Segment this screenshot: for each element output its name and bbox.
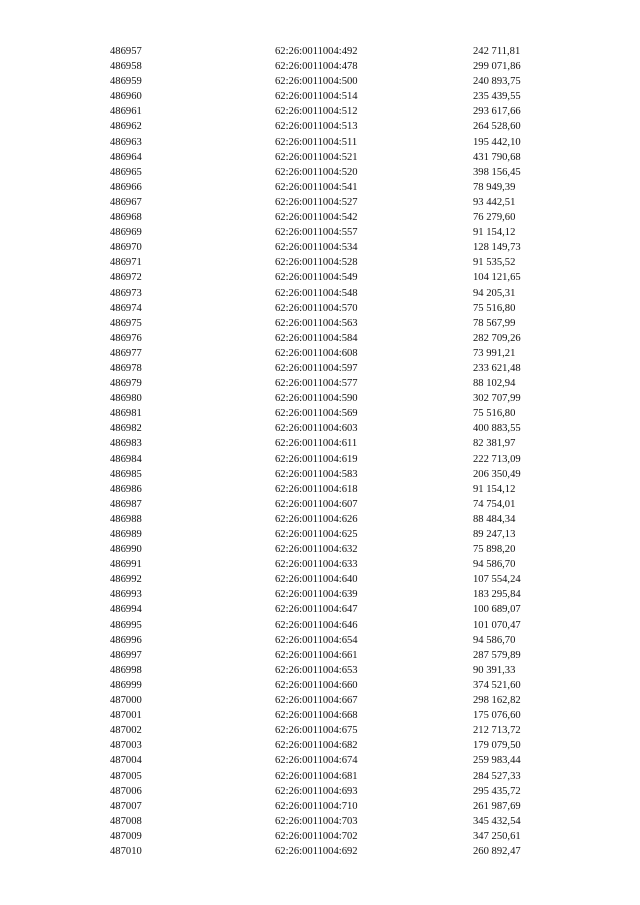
table-row: [110, 467, 530, 482]
table-row: [110, 104, 530, 119]
table-row: [110, 557, 530, 572]
cadastral-value-cell: 299 071,86: [473, 61, 521, 73]
cadastral-number-cell: 62:26:0011004:513: [275, 121, 358, 133]
table-row: [110, 270, 530, 285]
cadastral-number-cell: 62:26:0011004:703: [275, 815, 358, 827]
cadastral-value-table: [110, 44, 530, 859]
cadastral-value-cell: 89 247,13: [473, 529, 516, 540]
row-number-cell: 486987: [110, 498, 142, 510]
row-number-cell: 486999: [110, 679, 142, 691]
cadastral-number-cell: 62:26:0011004:570: [275, 302, 358, 314]
cadastral-value-cell: 295 435,72: [473, 785, 521, 797]
cadastral-value-cell: 235 439,55: [473, 91, 521, 103]
cadastral-number-cell: 62:26:0011004:611: [275, 438, 358, 450]
table-row: [110, 225, 530, 240]
table-row: [110, 210, 530, 225]
row-number-cell: 486976: [110, 332, 142, 344]
row-number-cell: 486971: [110, 257, 142, 269]
table-row: [110, 799, 530, 814]
cadastral-value-cell: 101 070,47: [473, 619, 521, 631]
row-number-cell: 486990: [110, 544, 142, 556]
table-row: [110, 663, 530, 678]
cadastral-number-cell: 62:26:0011004:557: [275, 227, 358, 239]
cadastral-value-cell: 282 709,26: [473, 332, 521, 344]
row-number-cell: 487004: [110, 755, 142, 767]
row-number-cell: 486970: [110, 242, 142, 254]
table-row: [110, 301, 530, 316]
table-row: [110, 587, 530, 602]
row-number-cell: 486966: [110, 181, 142, 193]
table-row: [110, 618, 530, 633]
cadastral-number-cell: 62:26:0011004:674: [275, 755, 358, 767]
cadastral-number-cell: 62:26:0011004:607: [275, 498, 358, 510]
cadastral-number-cell: 62:26:0011004:548: [275, 287, 358, 299]
cadastral-value-cell: 222 713,09: [473, 453, 521, 465]
table-row: [110, 240, 530, 255]
cadastral-number-cell: 62:26:0011004:618: [275, 483, 358, 495]
row-number-cell: 486996: [110, 634, 142, 646]
cadastral-value-cell: 179 079,50: [473, 740, 521, 752]
cadastral-number-cell: 62:26:0011004:639: [275, 589, 358, 601]
cadastral-value-cell: 183 295,84: [473, 589, 521, 601]
cadastral-value-cell: 374 521,60: [473, 679, 521, 691]
table-row: [110, 346, 530, 361]
row-number-cell: 486982: [110, 423, 142, 435]
cadastral-number-cell: 62:26:0011004:667: [275, 695, 358, 707]
table-row: [110, 844, 530, 859]
cadastral-number-cell: 62:26:0011004:654: [275, 634, 358, 646]
cadastral-value-cell: 74 754,01: [473, 498, 516, 510]
cadastral-value-cell: 195 442,10: [473, 136, 521, 148]
table-row: [110, 814, 530, 829]
cadastral-value-cell: 94 205,31: [473, 287, 516, 299]
table-row: [110, 44, 530, 59]
row-number-cell: 486958: [110, 61, 142, 73]
cadastral-value-cell: 91 154,12: [473, 483, 516, 495]
cadastral-number-cell: 62:26:0011004:492: [275, 46, 358, 57]
row-number-cell: 487010: [110, 845, 142, 857]
table-row: [110, 316, 530, 331]
row-number-cell: 487009: [110, 830, 142, 842]
cadastral-number-cell: 62:26:0011004:681: [275, 770, 358, 782]
row-number-cell: 486960: [110, 91, 142, 103]
row-number-cell: 486986: [110, 483, 142, 495]
row-number-cell: 486995: [110, 619, 142, 631]
cadastral-number-cell: 62:26:0011004:603: [275, 423, 358, 435]
table-row: [110, 542, 530, 557]
cadastral-value-cell: 94 586,70: [473, 634, 516, 646]
cadastral-value-cell: 260 892,47: [473, 845, 521, 857]
cadastral-value-cell: 75 516,80: [473, 302, 516, 314]
table-row: [110, 769, 530, 784]
table-row: [110, 406, 530, 421]
row-number-cell: 487007: [110, 800, 142, 812]
table-row: [110, 602, 530, 617]
cadastral-number-cell: 62:26:0011004:512: [275, 106, 358, 118]
cadastral-number-cell: 62:26:0011004:626: [275, 513, 358, 525]
row-number-cell: 486979: [110, 378, 142, 390]
cadastral-value-cell: 302 707,99: [473, 393, 521, 405]
cadastral-number-cell: 62:26:0011004:577: [275, 378, 358, 390]
cadastral-value-cell: 298 162,82: [473, 695, 521, 707]
row-number-cell: 486957: [110, 46, 142, 57]
cadastral-number-cell: 62:26:0011004:563: [275, 317, 358, 329]
cadastral-number-cell: 62:26:0011004:693: [275, 785, 358, 797]
cadastral-number-cell: 62:26:0011004:647: [275, 604, 358, 616]
cadastral-value-cell: 91 535,52: [473, 257, 516, 269]
cadastral-value-cell: 88 484,34: [473, 513, 516, 525]
table-row: [110, 512, 530, 527]
cadastral-value-cell: 78 567,99: [473, 317, 516, 329]
cadastral-number-cell: 62:26:0011004:668: [275, 710, 358, 722]
table-row: [110, 331, 530, 346]
table-row: [110, 527, 530, 542]
cadastral-value-cell: 128 149,73: [473, 242, 521, 254]
table-row: [110, 119, 530, 134]
cadastral-value-cell: 347 250,61: [473, 830, 521, 842]
row-number-cell: 487002: [110, 725, 142, 737]
cadastral-number-cell: 62:26:0011004:527: [275, 196, 358, 208]
row-number-cell: 486975: [110, 317, 142, 329]
cadastral-number-cell: 62:26:0011004:675: [275, 725, 358, 737]
cadastral-value-cell: 240 893,75: [473, 76, 521, 88]
cadastral-number-cell: 62:26:0011004:514: [275, 91, 358, 103]
row-number-cell: 486962: [110, 121, 142, 133]
table-row: [110, 678, 530, 693]
cadastral-number-cell: 62:26:0011004:478: [275, 61, 358, 73]
cadastral-number-cell: 62:26:0011004:660: [275, 679, 358, 691]
cadastral-number-cell: 62:26:0011004:541: [275, 181, 358, 193]
row-number-cell: 486977: [110, 347, 142, 359]
table-row: [110, 723, 530, 738]
table-row: [110, 361, 530, 376]
cadastral-value-cell: 261 987,69: [473, 800, 521, 812]
cadastral-number-cell: 62:26:0011004:590: [275, 393, 358, 405]
cadastral-number-cell: 62:26:0011004:633: [275, 559, 358, 571]
row-number-cell: 486992: [110, 574, 142, 586]
cadastral-number-cell: 62:26:0011004:632: [275, 544, 358, 556]
row-number-cell: 487000: [110, 695, 142, 707]
cadastral-value-cell: 233 621,48: [473, 362, 521, 374]
table-row: [110, 738, 530, 753]
cadastral-number-cell: 62:26:0011004:549: [275, 272, 358, 284]
cadastral-value-cell: 284 527,33: [473, 770, 521, 782]
row-number-cell: 486963: [110, 136, 142, 148]
cadastral-number-cell: 62:26:0011004:597: [275, 362, 358, 374]
cadastral-value-cell: 431 790,68: [473, 151, 521, 163]
row-number-cell: 486997: [110, 649, 142, 661]
cadastral-value-cell: 345 432,54: [473, 815, 521, 827]
table-row: [110, 497, 530, 512]
row-number-cell: 486983: [110, 438, 142, 450]
table-row: [110, 693, 530, 708]
row-number-cell: 486985: [110, 468, 142, 480]
table-row: [110, 633, 530, 648]
cadastral-value-cell: 398 156,45: [473, 166, 521, 178]
cadastral-value-cell: 82 381,97: [473, 438, 516, 450]
row-number-cell: 486989: [110, 529, 142, 540]
row-number-cell: 486964: [110, 151, 142, 163]
cadastral-number-cell: 62:26:0011004:692: [275, 845, 358, 857]
cadastral-number-cell: 62:26:0011004:583: [275, 468, 358, 480]
cadastral-number-cell: 62:26:0011004:520: [275, 166, 358, 178]
cadastral-number-cell: 62:26:0011004:702: [275, 830, 358, 842]
cadastral-number-cell: 62:26:0011004:534: [275, 242, 358, 254]
cadastral-value-cell: 212 713,72: [473, 725, 521, 737]
table-row: [110, 784, 530, 799]
cadastral-value-cell: 175 076,60: [473, 710, 521, 722]
table-row: [110, 436, 530, 451]
row-number-cell: 486967: [110, 196, 142, 208]
cadastral-number-cell: 62:26:0011004:640: [275, 574, 358, 586]
row-number-cell: 486973: [110, 287, 142, 299]
table-row: [110, 482, 530, 497]
table-row: [110, 135, 530, 150]
row-number-cell: 487006: [110, 785, 142, 797]
cadastral-value-cell: 94 586,70: [473, 559, 516, 571]
table-row: [110, 391, 530, 406]
row-number-cell: 486998: [110, 664, 142, 676]
table-row: [110, 150, 530, 165]
cadastral-value-cell: 88 102,94: [473, 378, 516, 390]
row-number-cell: 487001: [110, 710, 142, 722]
cadastral-number-cell: 62:26:0011004:521: [275, 151, 358, 163]
row-number-cell: 486980: [110, 393, 142, 405]
cadastral-value-cell: 73 991,21: [473, 347, 516, 359]
cadastral-value-cell: 242 711,81: [473, 46, 521, 57]
table-row: [110, 376, 530, 391]
cadastral-value-cell: 287 579,89: [473, 649, 521, 661]
cadastral-value-cell: 78 949,39: [473, 181, 516, 193]
cadastral-number-cell: 62:26:0011004:608: [275, 347, 358, 359]
row-number-cell: 486969: [110, 227, 142, 239]
table-row: [110, 165, 530, 180]
table-row: [110, 829, 530, 844]
cadastral-value-cell: 206 350,49: [473, 468, 521, 480]
table-row: [110, 452, 530, 467]
row-number-cell: 486972: [110, 272, 142, 284]
table-row: [110, 59, 530, 74]
row-number-cell: 486993: [110, 589, 142, 601]
cadastral-number-cell: 62:26:0011004:661: [275, 649, 358, 661]
row-number-cell: 486991: [110, 559, 142, 571]
table-row: [110, 421, 530, 436]
cadastral-number-cell: 62:26:0011004:500: [275, 76, 358, 88]
cadastral-value-cell: 293 617,66: [473, 106, 521, 118]
cadastral-number-cell: 62:26:0011004:682: [275, 740, 358, 752]
cadastral-value-cell: 400 883,55: [473, 423, 521, 435]
cadastral-value-cell: 91 154,12: [473, 227, 516, 239]
cadastral-number-cell: 62:26:0011004:710: [275, 800, 358, 812]
cadastral-value-cell: 75 898,20: [473, 544, 516, 556]
table-row: [110, 648, 530, 663]
cadastral-number-cell: 62:26:0011004:625: [275, 529, 358, 540]
row-number-cell: 486988: [110, 513, 142, 525]
row-number-cell: 487008: [110, 815, 142, 827]
cadastral-number-cell: 62:26:0011004:569: [275, 408, 358, 420]
cadastral-number-cell: 62:26:0011004:653: [275, 664, 358, 676]
cadastral-value-cell: 259 983,44: [473, 755, 521, 767]
row-number-cell: 486961: [110, 106, 142, 118]
row-number-cell: 486981: [110, 408, 142, 420]
cadastral-number-cell: 62:26:0011004:528: [275, 257, 358, 269]
row-number-cell: 486965: [110, 166, 142, 178]
table-row: [110, 286, 530, 301]
table-row: [110, 195, 530, 210]
row-number-cell: 486984: [110, 453, 142, 465]
row-number-cell: 487003: [110, 740, 142, 752]
cadastral-value-cell: 93 442,51: [473, 196, 516, 208]
table-row: [110, 572, 530, 587]
cadastral-value-cell: 104 121,65: [473, 272, 521, 284]
table-row: [110, 255, 530, 270]
table-row: [110, 74, 530, 89]
row-number-cell: 486968: [110, 212, 142, 224]
cadastral-number-cell: 62:26:0011004:542: [275, 212, 358, 224]
row-number-cell: 486994: [110, 604, 142, 616]
cadastral-number-cell: 62:26:0011004:584: [275, 332, 358, 344]
cadastral-value-cell: 75 516,80: [473, 408, 516, 420]
cadastral-value-cell: 264 528,60: [473, 121, 521, 133]
cadastral-value-cell: 76 279,60: [473, 212, 516, 224]
table-row: [110, 89, 530, 104]
row-number-cell: 486974: [110, 302, 142, 314]
cadastral-number-cell: 62:26:0011004:646: [275, 619, 358, 631]
cadastral-number-cell: 62:26:0011004:511: [275, 136, 358, 148]
cadastral-value-cell: 100 689,07: [473, 604, 521, 616]
table-row: [110, 753, 530, 768]
cadastral-value-cell: 90 391,33: [473, 664, 516, 676]
row-number-cell: 486978: [110, 362, 142, 374]
table-row: [110, 708, 530, 723]
table-body: [110, 44, 530, 859]
row-number-cell: 487005: [110, 770, 142, 782]
cadastral-value-cell: 107 554,24: [473, 574, 521, 586]
cadastral-number-cell: 62:26:0011004:619: [275, 453, 358, 465]
row-number-cell: 486959: [110, 76, 142, 88]
table-row: [110, 180, 530, 195]
